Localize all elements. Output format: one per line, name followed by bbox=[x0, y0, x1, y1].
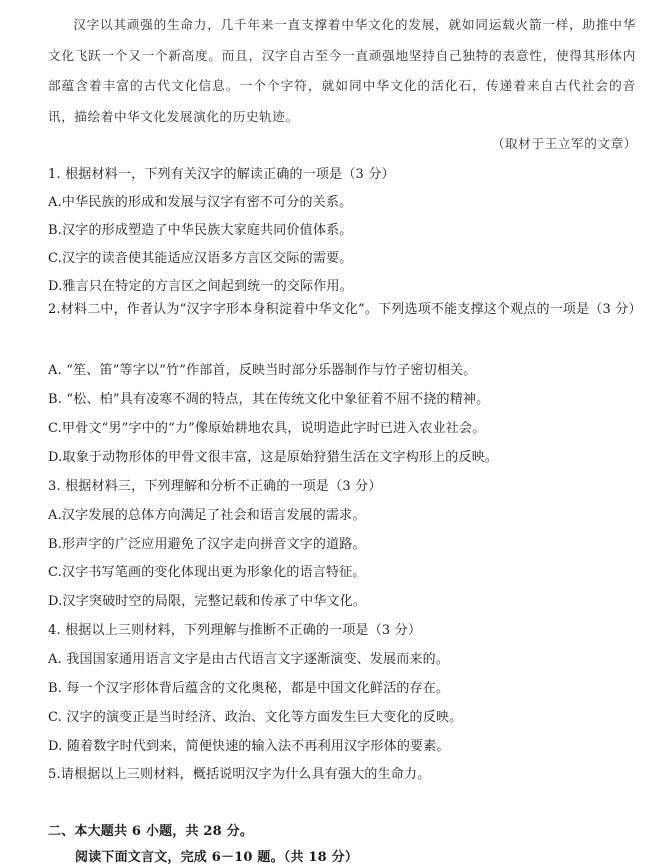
section-2-instruction: 阅读下面文言文，完成 6－10 题。（共 18 分） bbox=[75, 850, 359, 865]
question-2-option-a: A. “笙、笛”等字以“竹”作部首，反映当时部分乐器制作与竹子密切相关。 bbox=[48, 363, 477, 378]
question-1-option-a: A.中华民族的形成和发展与汉字有密不可分的关系。 bbox=[48, 195, 353, 210]
question-4-option-d: D. 随着数字时代到来，简便快速的输入法不再利用汉字形体的要素。 bbox=[48, 739, 450, 754]
question-2-option-c: C.甲骨文“男”字中的“力”像原始耕地农具，说明造此字时已进入农业社会。 bbox=[48, 421, 486, 436]
question-3-option-d: D.汉字突破时空的局限，完整记载和传承了中华文化。 bbox=[48, 594, 367, 609]
passage-source: （取材于王立军的文章） bbox=[491, 136, 637, 151]
question-5-stem: 5.请根据以上三则材料，概括说明汉字为什么具有强大的生命力。 bbox=[48, 767, 431, 782]
question-1-option-d: D.雅言只在特定的方言区之间起到统一的交际作用。 bbox=[48, 279, 353, 294]
section-2-title: 二、本大题共 6 小题，共 28 分。 bbox=[48, 824, 254, 839]
question-1-stem: 1. 根据材料一，下列有关汉字的解读正确的一项是（3 分） bbox=[48, 167, 395, 182]
question-2-option-d: D.取象于动物形体的甲骨文很丰富，这是原始狩猎生活在文字构形上的反映。 bbox=[48, 450, 499, 465]
question-3-stem: 3. 根据材料三，下列理解和分析不正确的一项是（3 分） bbox=[48, 479, 382, 494]
question-4-option-c: C. 汉字的演变正是当时经济、政治、文化等方面发生巨大变化的反映。 bbox=[48, 710, 463, 725]
question-1-option-c: C.汉字的读音使其能适应汉语多方言区交际的需要。 bbox=[48, 251, 353, 266]
question-3-option-b: B.形声字的广泛应用避免了汉字走向拼音文字的道路。 bbox=[48, 537, 366, 552]
question-2-option-b: B. “松、柏”具有凌寒不凋的特点，其在传统文化中象征着不屈不挠的精神。 bbox=[48, 392, 490, 407]
question-4-option-a: A. 我国国家通用语言文字是由古代语言文字逐渐演变、发展而来的。 bbox=[48, 652, 450, 667]
question-3-option-a: A.汉字发展的总体方向满足了社会和语言发展的需求。 bbox=[48, 508, 366, 523]
question-1-option-b: B.汉字的形成塑造了中华民族大家庭共同价值体系。 bbox=[48, 223, 353, 238]
question-3-option-c: C.汉字书写笔画的变化体现出更为形象化的语言特征。 bbox=[48, 565, 366, 580]
reading-passage: 汉字以其顽强的生命力，几千年来一直支撑着中华文化的发展，就如同运载火箭一样，助推中华文化飞跃一个又一个新高度。而且，汉字自古至今一直顽强地坚持自己独特的表意性，使得其形体内部蕴含着丰富的古代文化信息。一个个字符，就如同中华文化的活化石，传递着来自古代社会的音讯，描绘着中华文化发展演化的历史轨迹。 bbox=[48, 17, 636, 124]
question-4-stem: 4. 根据以上三则材料，下列理解与推断不正确的一项是（3 分） bbox=[48, 623, 422, 638]
question-2-stem: 2.材料二中，作者认为“汉字字形本身积淀着中华文化”。下列选项不能支撑这个观点的一项是（3 分） bbox=[48, 302, 642, 317]
question-4-option-b: B. 每一个汉字形体背后蕴含的文化奥秘，都是中国文化鲜活的存在。 bbox=[48, 681, 450, 696]
